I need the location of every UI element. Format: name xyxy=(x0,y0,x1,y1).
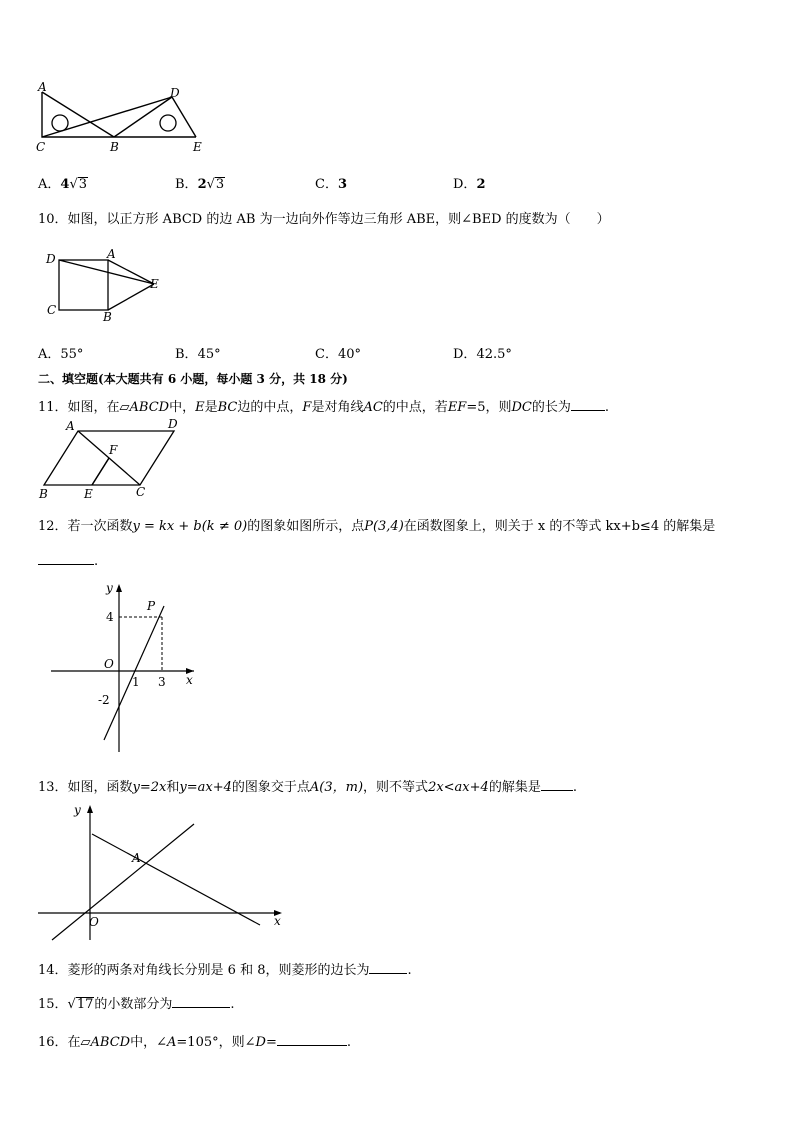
option-label: D． xyxy=(453,177,477,192)
q11-part: . xyxy=(604,400,610,415)
q12-part: 的图象如图所示，点 xyxy=(247,519,365,534)
q10-label-e: E xyxy=(150,277,159,291)
q11-part: 边的中点， xyxy=(237,400,303,415)
q14-part: . xyxy=(407,963,412,978)
q13-label-y: y xyxy=(74,803,81,817)
q11-part: 的长为 xyxy=(531,400,571,415)
q12-part: 12．若一次函数 xyxy=(38,519,133,534)
q12-label-x: x xyxy=(186,673,193,687)
option-value: 40° xyxy=(337,347,361,362)
q11-part: E xyxy=(195,400,205,415)
q11-label-b: B xyxy=(39,487,48,501)
q16-part: D xyxy=(255,1035,266,1050)
q11-label-a: A xyxy=(66,419,75,433)
q12-label-3: 3 xyxy=(158,675,166,689)
q12-figure xyxy=(46,580,206,755)
q11-text xyxy=(38,396,609,415)
q12-label-y: y xyxy=(106,581,113,595)
q16-answer-blank[interactable] xyxy=(277,1033,347,1046)
q16-part: A xyxy=(167,1035,177,1050)
q12-label-p: P xyxy=(147,599,156,613)
option-value: 42.5° xyxy=(476,347,512,362)
q12-text xyxy=(38,515,715,534)
option-root: 3 xyxy=(78,177,88,192)
q11-answer-blank[interactable] xyxy=(571,398,605,411)
q9-option-a: A．4√3 xyxy=(38,177,88,192)
q10-label-c: C xyxy=(47,303,57,317)
q11-label-f: F xyxy=(109,443,118,457)
q13-answer-blank[interactable] xyxy=(541,778,573,791)
q12-label-1: 1 xyxy=(132,675,140,689)
q13-part: 的解集是 xyxy=(488,780,541,795)
q9-option-c xyxy=(315,173,347,192)
q13-text xyxy=(38,776,577,795)
q11-part: 是 xyxy=(204,400,218,415)
q12-label-4: 4 xyxy=(106,610,114,624)
q11-part: F xyxy=(302,400,312,415)
q12-part: 在函数图象上，则关于 x 的不等式 kx+b≤4 的解集是 xyxy=(403,519,716,534)
q12-point: P(3,4) xyxy=(364,519,404,534)
section-title: 二、填空题(本大题共有 6 小题，每小题 3 分，共 18 分) xyxy=(38,372,348,386)
q12-formula: y = kx + b(k ≠ 0) xyxy=(132,519,248,534)
q10-option-c xyxy=(315,343,361,362)
q15-part: 15． xyxy=(38,997,68,1012)
q13-part: 13．如图，函数 xyxy=(38,780,133,795)
q11-part: 是对角线 xyxy=(311,400,364,415)
q13-point: A(3，m) xyxy=(309,780,364,795)
q10-option-b xyxy=(175,343,221,362)
option-label: D． xyxy=(453,347,477,362)
q15-text: 15．√17的小数部分为 . xyxy=(38,997,235,1012)
q13-formula-2: y=ax+4 xyxy=(179,780,232,795)
q9-label-d: D xyxy=(170,86,180,100)
q11-part: DC xyxy=(511,400,532,415)
option-label: B． xyxy=(175,347,198,362)
q14-text xyxy=(38,959,412,978)
option-label: A． xyxy=(38,177,61,192)
q13-part: . xyxy=(572,780,577,795)
q15-part: 的小数部分为 xyxy=(94,997,173,1012)
q14-part: 14．菱形的两条对角线长分别是 6 和 8，则菱形的边长为 xyxy=(38,963,370,978)
q13-figure xyxy=(34,800,290,945)
q10-text: 10．如图，以正方形 ABCD 的边 AB 为一边向外作等边三角形 ABE，则∠BED 的度数为（ ） xyxy=(38,212,610,227)
q10-option-d xyxy=(453,343,512,362)
q16-part: ABCD xyxy=(90,1035,131,1050)
q11-part: 中， xyxy=(169,400,196,415)
q9-option-b: B．2√3 xyxy=(175,177,225,192)
q9-figure xyxy=(34,80,214,156)
q15-answer-blank[interactable] xyxy=(172,995,230,1008)
q16-text xyxy=(38,1031,351,1050)
q16-part: 中，∠ xyxy=(130,1035,168,1050)
q10-label-b: B xyxy=(103,310,112,324)
option-label: C． xyxy=(315,347,338,362)
q11-part: 11．如图，在▱ xyxy=(38,400,130,415)
q11-figure xyxy=(34,416,194,502)
q11-part: 的中点，若 xyxy=(382,400,448,415)
option-root: 3 xyxy=(215,177,225,192)
q13-formula-1: y=2x xyxy=(132,780,167,795)
q11-label-e: E xyxy=(84,487,93,501)
q16-part: . xyxy=(346,1035,351,1050)
q13-label-a: A xyxy=(132,851,141,865)
q13-label-o: O xyxy=(89,915,99,929)
q10-label-d: D xyxy=(46,252,56,266)
q15-root: 17 xyxy=(76,997,94,1012)
q12-label-neg2: -2 xyxy=(98,693,110,707)
q14-answer-blank[interactable] xyxy=(369,961,407,974)
option-value: 45° xyxy=(197,347,221,362)
q13-part: 的图象交于点 xyxy=(231,780,310,795)
option-label: B． xyxy=(175,177,198,192)
q12-answer-blank[interactable] xyxy=(38,552,94,565)
q13-label-x: x xyxy=(274,914,281,928)
option-label: C． xyxy=(315,177,338,192)
q15-part: . xyxy=(230,997,235,1012)
q10-figure xyxy=(44,246,174,326)
q16-part: =105°，则∠ xyxy=(176,1035,256,1050)
q11-part: =5，则 xyxy=(466,400,512,415)
q11-part: ABCD xyxy=(129,400,170,415)
q9-label-a: A xyxy=(38,80,47,94)
option-value: 55° xyxy=(60,347,84,362)
q13-part: ，则不等式 xyxy=(363,780,429,795)
q9-option-d xyxy=(453,173,485,192)
q11-part: AC xyxy=(363,400,383,415)
option-label: A． xyxy=(38,347,61,362)
q11-label-c: C xyxy=(136,485,146,499)
q13-part: 和 xyxy=(166,780,180,795)
q10-label-a: A xyxy=(107,247,116,261)
q10-option-a xyxy=(38,343,83,362)
option-value: 4 xyxy=(60,177,70,192)
option-value: 3 xyxy=(337,177,347,192)
q16-part: 16．在▱ xyxy=(38,1035,91,1050)
q12-label-o: O xyxy=(104,657,114,671)
q11-label-d: D xyxy=(168,417,178,431)
q13-inequality: 2x<ax+4 xyxy=(428,780,489,795)
q11-part: EF xyxy=(447,400,467,415)
q9-label-b: B xyxy=(110,140,119,154)
q16-part: = xyxy=(265,1035,277,1050)
q9-label-e: E xyxy=(193,140,202,154)
q11-part: BC xyxy=(217,400,238,415)
option-value: 2 xyxy=(476,177,486,192)
q12-part: . xyxy=(94,554,99,569)
option-value: 2 xyxy=(197,177,207,192)
q12-answer-line xyxy=(38,552,98,569)
q9-label-c: C xyxy=(36,140,46,154)
